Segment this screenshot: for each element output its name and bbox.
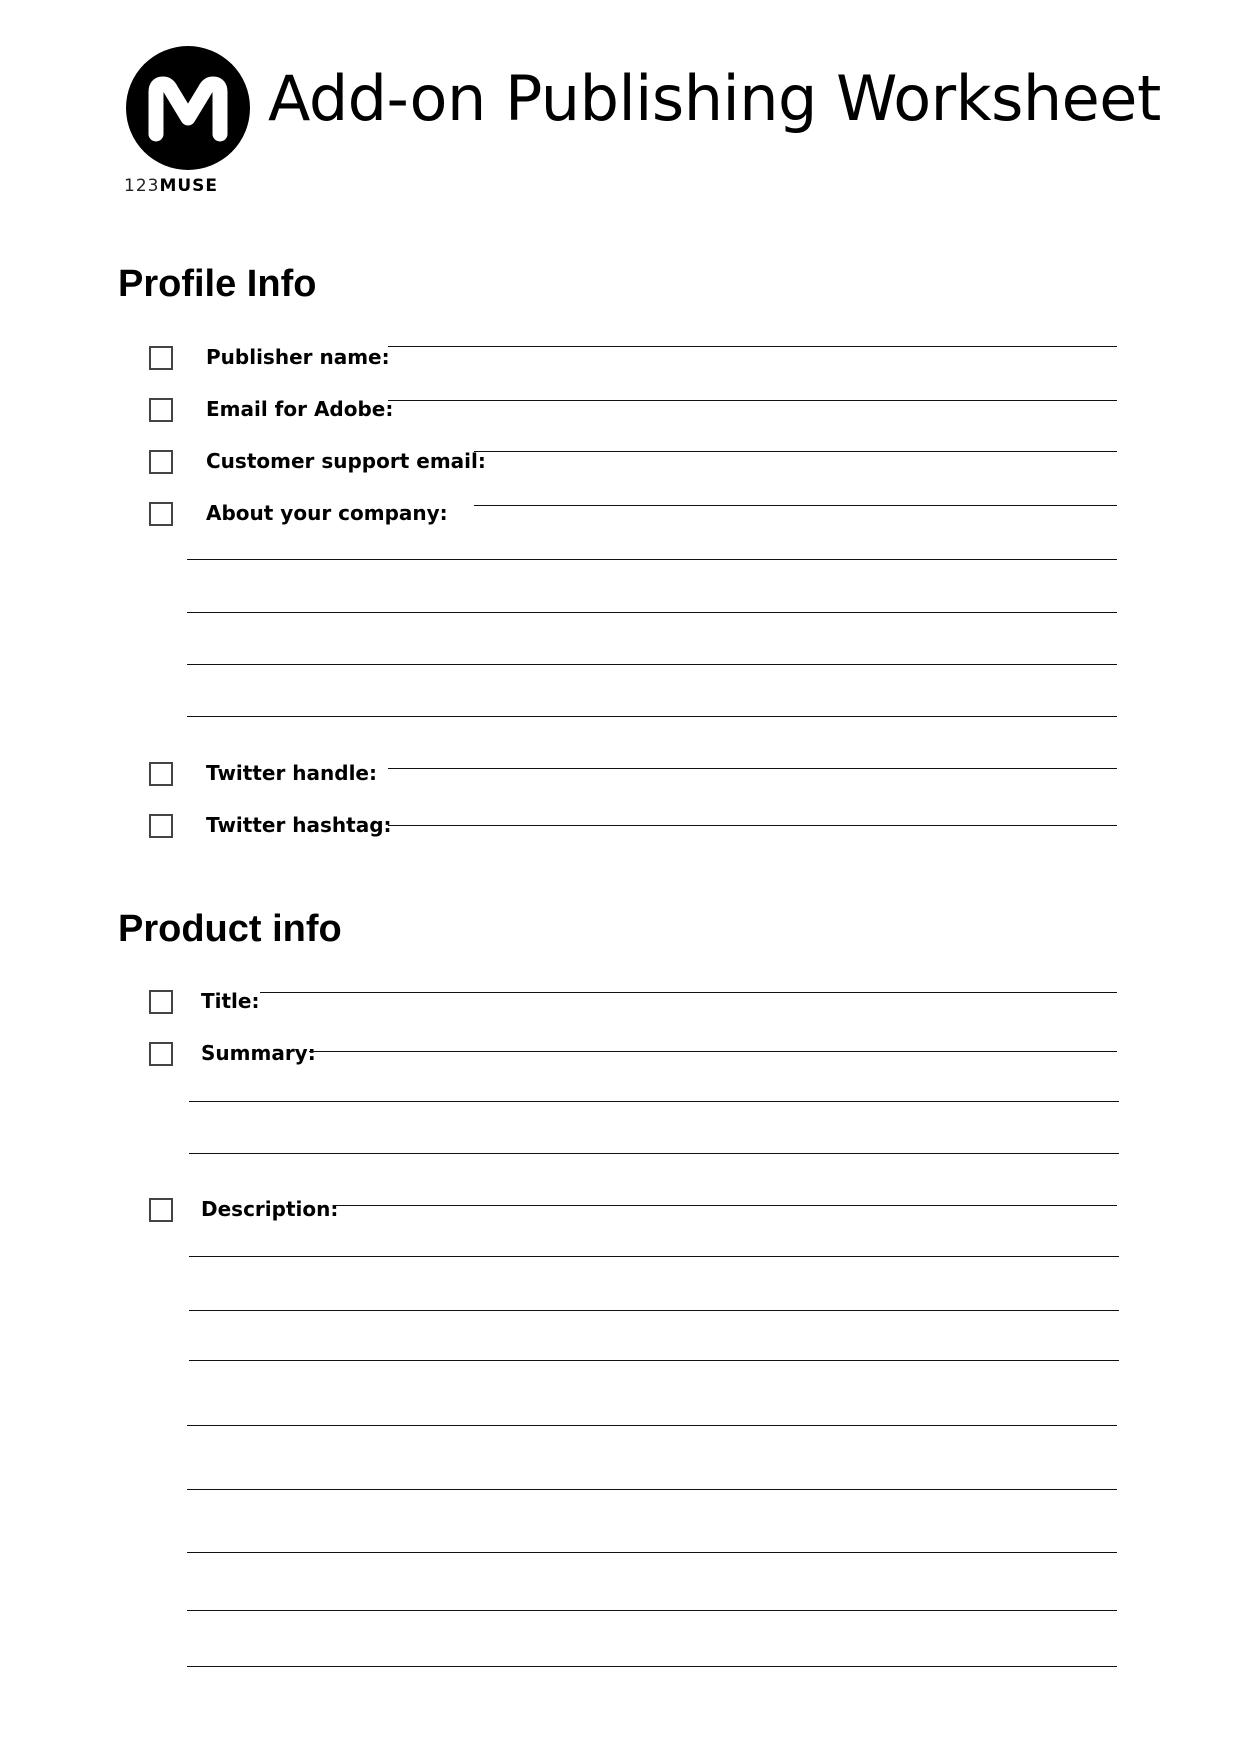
- twitter-hashtag-label: Twitter hashtag:: [206, 813, 392, 837]
- brand-logo: [126, 46, 250, 170]
- description-line[interactable]: [334, 1205, 1117, 1206]
- profile-section-heading: Profile Info: [118, 263, 317, 305]
- product-section-heading: Product info: [118, 908, 342, 950]
- about-company-line[interactable]: [187, 716, 1117, 717]
- description-line[interactable]: [187, 1425, 1117, 1426]
- email-adobe-label: Email for Adobe:: [206, 397, 394, 421]
- description-line[interactable]: [187, 1666, 1117, 1667]
- brand-wordmark-name: MUSE: [159, 176, 219, 196]
- description-line[interactable]: [189, 1360, 1119, 1361]
- twitter-handle-checkbox[interactable]: [149, 762, 173, 786]
- description-label: Description:: [201, 1197, 339, 1221]
- about-company-label: About your company:: [206, 501, 448, 525]
- title-line[interactable]: [260, 992, 1117, 993]
- about-company-line[interactable]: [474, 505, 1117, 506]
- description-line[interactable]: [187, 1610, 1117, 1611]
- support-email-label: Customer support email:: [206, 449, 486, 473]
- page-title: Add-on Publishing Worksheet: [268, 62, 1161, 135]
- twitter-handle-line[interactable]: [388, 768, 1117, 769]
- brand-wordmark: [124, 176, 218, 196]
- publisher-name-checkbox[interactable]: [149, 346, 173, 370]
- twitter-hashtag-line[interactable]: [388, 825, 1117, 826]
- support-email-checkbox[interactable]: [149, 450, 173, 474]
- title-checkbox[interactable]: [149, 990, 173, 1014]
- description-line[interactable]: [187, 1489, 1117, 1490]
- twitter-hashtag-checkbox[interactable]: [149, 814, 173, 838]
- summary-line[interactable]: [189, 1153, 1119, 1154]
- summary-checkbox[interactable]: [149, 1042, 173, 1066]
- description-line[interactable]: [189, 1310, 1119, 1311]
- publisher-name-label: Publisher name:: [206, 345, 390, 369]
- description-line[interactable]: [189, 1256, 1119, 1257]
- summary-label: Summary:: [201, 1041, 316, 1065]
- summary-line[interactable]: [309, 1051, 1117, 1052]
- about-company-line[interactable]: [187, 559, 1117, 560]
- support-email-line[interactable]: [474, 451, 1117, 452]
- twitter-handle-label: Twitter handle:: [206, 761, 377, 785]
- about-company-line[interactable]: [187, 612, 1117, 613]
- publisher-name-line[interactable]: [388, 346, 1117, 347]
- brand-wordmark-number: 123: [124, 176, 160, 196]
- logo-m-icon: [126, 46, 250, 170]
- email-adobe-checkbox[interactable]: [149, 398, 173, 422]
- about-company-line[interactable]: [187, 664, 1117, 665]
- summary-line[interactable]: [189, 1101, 1119, 1102]
- about-company-checkbox[interactable]: [149, 502, 173, 526]
- title-label: Title:: [201, 989, 260, 1013]
- email-adobe-line[interactable]: [388, 400, 1117, 401]
- description-checkbox[interactable]: [149, 1198, 173, 1222]
- description-line[interactable]: [187, 1552, 1117, 1553]
